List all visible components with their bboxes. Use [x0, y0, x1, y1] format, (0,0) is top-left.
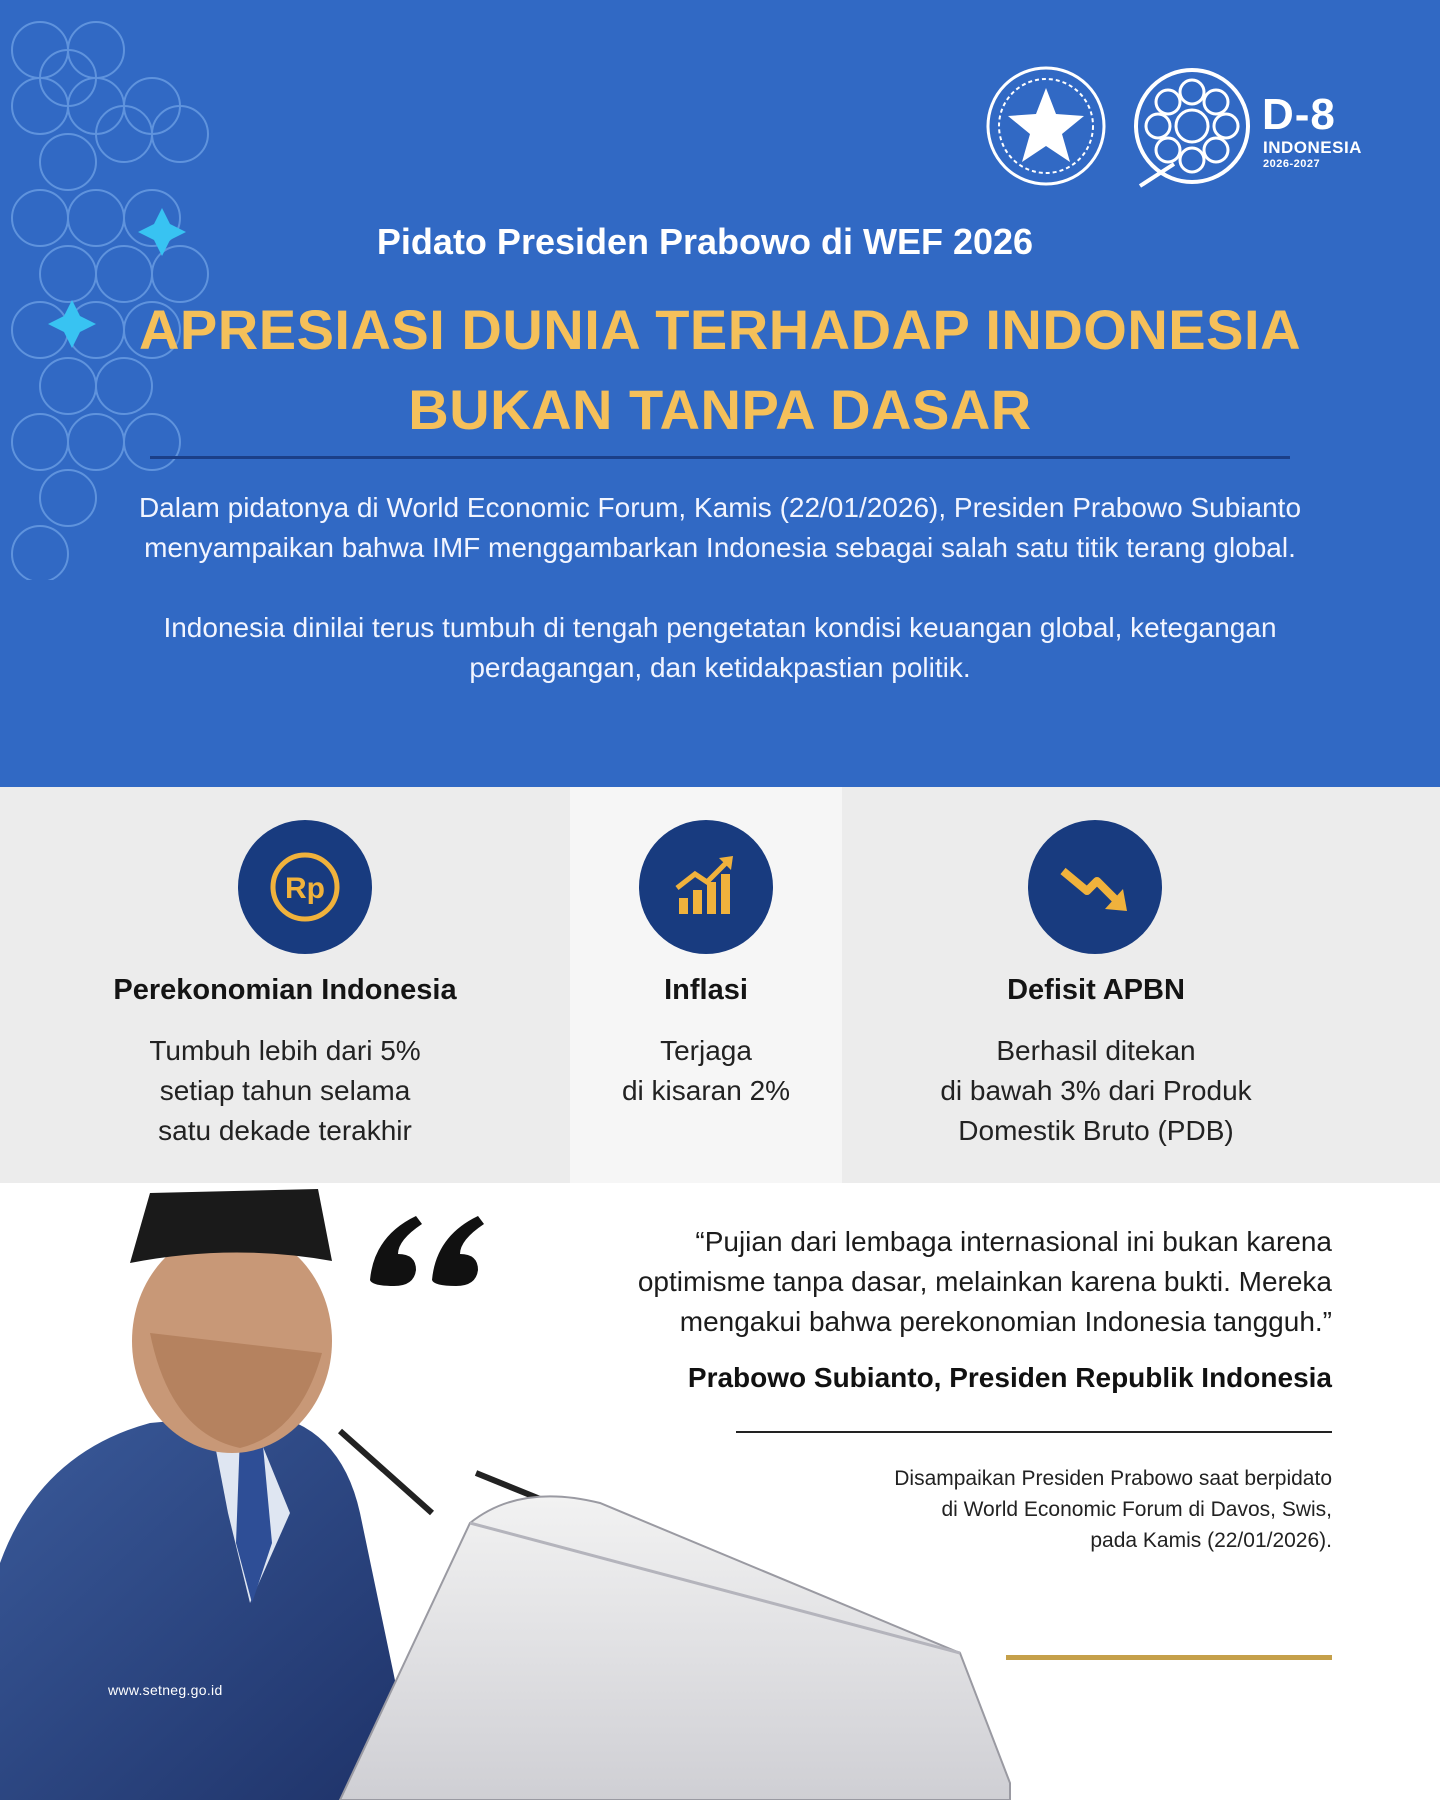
stats-section	[0, 787, 1440, 1183]
caption-line: Disampaikan Presiden Prabowo saat berpidato	[894, 1467, 1332, 1490]
caption-line: di World Economic Forum di Davos, Swis,	[941, 1498, 1332, 1521]
stat-description	[570, 1031, 842, 1111]
d8-country: INDONESIA	[1263, 138, 1362, 157]
stat-desc-line: setiap tahun selama	[159, 1075, 411, 1106]
caption-line: pada Kamis (22/01/2026).	[1090, 1529, 1332, 1552]
stat-economy	[0, 787, 570, 1183]
stat-desc-line: di bawah 3% dari Produk	[940, 1075, 1252, 1106]
headline-line-2: BUKAN TANPA DASAR	[408, 378, 1032, 441]
stat-desc-line: Tumbuh lebih dari 5%	[149, 1035, 421, 1066]
quote-caption	[760, 1463, 1332, 1556]
growth-chart-icon	[639, 820, 773, 954]
source-credit: www.setneg.go.id	[108, 1682, 223, 1698]
stat-title: Defisit APBN	[1007, 974, 1185, 1006]
quote-text	[480, 1222, 1332, 1342]
divider	[150, 456, 1290, 459]
stat-description	[842, 1031, 1350, 1151]
gold-accent-line	[1006, 1655, 1332, 1660]
quote-line: optimisme tanpa dasar, melainkan karena bukti. Mereka	[637, 1266, 1332, 1297]
intro-paragraph-2: Indonesia dinilai terus tumbuh di tengah pengetatan kondisi keuangan global, ketegangan perdagangan, dan ketidakpastian politik.	[163, 612, 1277, 683]
stat-deficit	[842, 787, 1350, 1183]
stat-title: Perekonomian Indonesia	[113, 974, 457, 1006]
stat-desc-line: Berhasil ditekan	[996, 1035, 1196, 1066]
headline-line-1: APRESIASI DUNIA TERHADAP INDONESIA	[138, 298, 1302, 361]
header-section	[0, 0, 1440, 787]
stat-title: Inflasi	[664, 974, 748, 1006]
rupiah-label: Rp	[285, 872, 325, 905]
quotation-mark-icon	[370, 1210, 490, 1290]
down-trend-arrow-icon	[1028, 820, 1162, 954]
stat-desc-line: satu dekade terakhir	[158, 1115, 412, 1146]
rupiah-coin-icon	[238, 820, 372, 954]
stat-desc-line: Terjaga	[660, 1035, 752, 1066]
stat-desc-line: di kisaran 2%	[621, 1075, 791, 1106]
d8-emblem-icon	[1136, 70, 1248, 186]
d8-title: D-8	[1262, 90, 1336, 139]
quote-author: Prabowo Subianto, Presiden Republik Indonesia	[687, 1362, 1332, 1393]
stat-desc-line: Domestik Bruto (PDB)	[958, 1115, 1234, 1146]
headline	[120, 290, 1320, 450]
quote-line: “Pujian dari lembaga internasional ini bukan karena	[695, 1226, 1332, 1257]
intro-paragraph-1: Dalam pidatonya di World Economic Forum, Kamis (22/01/2026), Presiden Prabowo Subianto menyampaikan bahwa IMF menggambarkan Indonesia sebagai salah satu titik terang global.	[138, 492, 1302, 563]
subtitle: Pidato Presiden Prabowo di WEF 2026	[376, 221, 1034, 262]
star-emblem-icon	[988, 68, 1104, 184]
intro-text	[130, 488, 1310, 688]
d8-years: 2026-2027	[1263, 158, 1321, 170]
quote-divider	[736, 1431, 1332, 1433]
stat-inflation	[570, 787, 842, 1183]
quote-line: mengakui bahwa perekonomian Indonesia tangguh.”	[679, 1306, 1332, 1337]
stat-description	[0, 1031, 570, 1151]
